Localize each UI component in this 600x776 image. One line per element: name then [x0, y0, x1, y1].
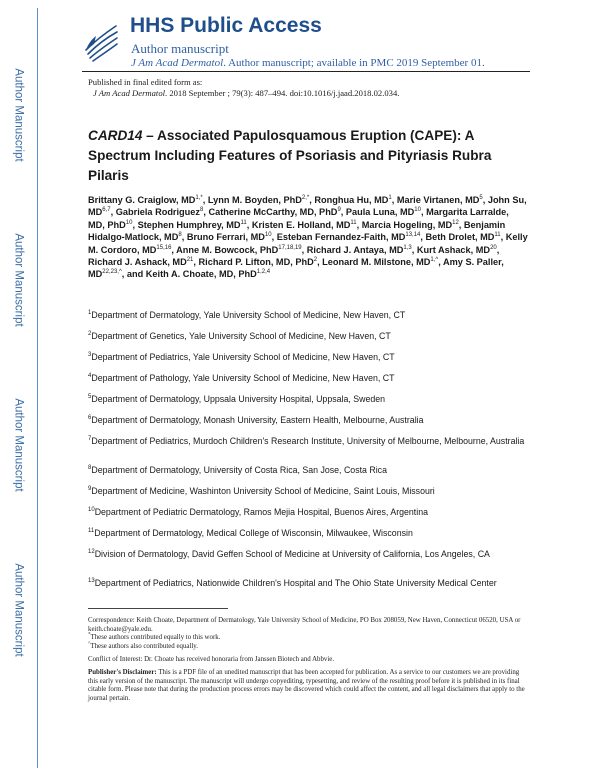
side-label-2: Author Manuscript — [13, 233, 26, 327]
author-name: Stephen Humphrey, MD — [137, 219, 241, 230]
equal-contribution-note: *These authors contributed equally to this work. — [88, 632, 221, 641]
author-affil-ref: 5 — [479, 194, 483, 201]
author-affil-ref: 1,* — [195, 194, 203, 201]
author-name: Richard P. Lifton, MD, PhD — [198, 257, 314, 268]
side-label-1: Author Manuscript — [13, 68, 26, 162]
affiliation-item: $^4$Department of Pathology, Yale University School of Medicine, New Haven, CT — [88, 373, 395, 383]
author-name: Beth Drolet, MD — [425, 232, 495, 243]
author-name: Bruno Ferrari, MD — [186, 232, 265, 243]
author-name: Paula Luna, MD — [345, 207, 415, 218]
hhs-eagle-logo-icon — [82, 20, 120, 64]
author-name: Brittany G. Craiglow, MD — [88, 195, 196, 205]
author-affil-ref: 10 — [125, 219, 133, 226]
author-affil-ref: 1,3 — [403, 244, 412, 251]
affiliation-item: $^7$Department of Pediatrics, Murdoch Children's Research Institute, University of Melbourne, Melbourne, Australia — [88, 436, 525, 446]
author-name: Amy S. Paller, MD — [88, 257, 504, 280]
author-affil-ref: 6,7 — [102, 207, 111, 214]
author-name: Benjamin Hidalgo-Matlock, MD — [88, 219, 506, 243]
author-affil-ref: 22,23,^ — [102, 269, 122, 276]
article-title: CARD14 – Associated Papulosquamous Eruption (CAPE): A Spectrum Including Features of Psoriasis and Pityriasis Rubra Pilaris — [88, 128, 492, 183]
author-name: Kelly M. Cordoro, MD — [88, 232, 528, 255]
author-name: Kurt Ashack, MD — [416, 244, 491, 255]
header-journal: J Am Acad Dermatol. Author manuscript; available in PMC 2019 September 01. — [131, 57, 485, 69]
side-label-4: Author Manuscript — [13, 563, 26, 657]
author-affil-ref: 10 — [264, 232, 272, 239]
author-name: Marcia Hogeling, MD — [361, 219, 453, 230]
author-affil-ref: 1,2,4 — [256, 269, 271, 276]
affiliation-item: $^{10}$Department of Pediatric Dermatology, Ramos Mejia Hospital, Buenos Aires, Argentina — [88, 507, 428, 517]
author-name: Keith A. Choate, MD, PhD — [145, 269, 257, 280]
author-name: Esteban Fernandez-Faith, MD — [276, 232, 406, 243]
author-name: Gabriela Rodriguez — [115, 207, 200, 218]
author-affil-ref: 15,16 — [156, 244, 172, 251]
author-name: Kristen E. Holland, MD — [251, 219, 351, 230]
conflict-of-interest: Conflict of Interest: Dr. Choate has received honoraria from Janssen Biotech and Abbvie. — [88, 656, 335, 663]
affiliation-item: $^2$Department of Genetics, Yale University School of Medicine, New Haven, CT — [88, 331, 391, 341]
affiliation-item: $^8$Department of Dermatology, University of Costa Rica, San Jose, Costa Rica — [88, 465, 387, 475]
author-affil-ref: 11 — [240, 219, 247, 226]
author-name: Leonard M. Milstone, MD — [322, 257, 431, 268]
author-name: John Su, MD — [88, 195, 527, 218]
affiliation-item: $^5$Department of Dermatology, Uppsala University Hospital, Uppsala, Sweden — [88, 394, 386, 404]
author-affil-ref: 2,* — [301, 194, 310, 201]
affiliation-item: $^{11}$Department of Dermatology, Medical College of Wisconsin, Milwaukee, Wisconsin — [88, 528, 413, 538]
author-affil-ref: 8 — [200, 207, 204, 214]
affiliation-item: $^{13}$Department of Pediatrics, Nationwide Children's Hospital and The Ohio State University Medical Center — [88, 578, 497, 588]
affiliation-item: $^9$Department of Medicine, Washinton University School of Medicine, Saint Louis, Missouri — [88, 486, 435, 496]
author-affil-ref: 13,14 — [405, 232, 421, 239]
header-title: HHS Public Access — [130, 14, 322, 37]
author-affil-ref: 9 — [337, 207, 341, 214]
author-name: Anne M. Bowcock, PhD — [176, 244, 279, 255]
author-name: Catherine McCarthy, MD, PhD — [208, 207, 338, 218]
author-name: Marie Virtanen, MD — [396, 195, 480, 205]
author-name: Lynn M. Boyden, PhD — [207, 195, 302, 205]
author-name: Richard J. Antaya, MD — [306, 244, 404, 255]
header-subtitle: Author manuscript — [131, 41, 229, 56]
publisher-disclaimer: Publisher's Disclaimer: This is a PDF file of an unedited manuscript that has been accepted for publication. As a service to our customers we are providing this early version of the manuscript. The manuscript will undergo copyediting, typesetting, and review of the resulting proof before it is published in its final citable form. Please note that during the production process errors may be discovered which could affect the content, and all legal disclaimers that apply to the journal pertain. — [88, 669, 525, 702]
equal-contribution-note-2: ^These authors also contributed equally. — [88, 641, 199, 650]
author-affil-ref: 17,18,19 — [278, 244, 302, 251]
author-affil-ref: 2 — [313, 256, 318, 263]
author-list: Brittany G. Craiglow, $MD^{1,*}$, Lynn M. Boyden, PhD$^{2,*}$, Ronghua Hu, $MD^1$, Marie Virtanen, $MD^5$, John Su, MD$^{6,7}$, Gabriela Rodriguez$^8$, Catherine McCarthy, MD, PhD$^9$, Paula Luna, MD$^{10}$, Margarita Larralde, MD, PhD$^{10}$, Stephen Humphrey, MD$^{11}$, Kristen E. Holland, MD$^{11}$, Marcia Hogeling, MD$^{12}$, Benjamin Hidalgo-Matlock, $MD^8$, Bruno Ferrari, MD$^{10}$, Esteban Fernandez-Faith, MD$^{13,14}$, Beth Drolet, MD$^{11}$, Kelly M. Cordoro, MD$^{15,16}$, Anne M. Bowcock, PhD$^{17,18,19}$, Richard J. Antaya, MD$^{1,3}$, Kurt Ashack, MD$^{20}$, Richard J. Ashack, MD$^{21}$, Richard P. Lifton, MD, PhD$^2$, Leonard M. Milstone, $MD^{1,\^{}}$, Amy S. Paller, $MD^{22,23,\^{}}$, and Keith A. Choate, MD, PhD$^{1,2,4}$ — [88, 194, 528, 280]
affiliation-item: $^{12}$Division of Dermatology, David Geffen School of Medicine at University of California, Los Angeles, CA — [88, 549, 490, 559]
author-affil-ref: 8 — [178, 232, 182, 239]
author-name: Richard J. Ashack, MD — [88, 257, 187, 268]
footnote-rule — [88, 608, 228, 609]
author-affil-ref: 1,^ — [430, 256, 439, 263]
affiliation-item: $^3$Department of Pediatrics, Yale University School of Medicine, New Haven, CT — [88, 352, 395, 362]
author-affil-ref: 11 — [350, 219, 357, 226]
author-affil-ref: 12 — [452, 219, 459, 226]
side-label-3: Author Manuscript — [13, 398, 26, 492]
affiliation-item: $^6$Department of Dermatology, Monash University, Eastern Health, Melbourne, Australia — [88, 415, 424, 425]
author-affil-ref: 11 — [494, 232, 501, 239]
header-rule — [82, 71, 530, 72]
author-name: Margarita Larralde, MD, PhD — [88, 207, 509, 230]
author-name: Ronghua Hu, MD — [314, 195, 389, 205]
author-affil-ref: 20 — [490, 244, 497, 251]
author-affil-ref: 1 — [388, 194, 392, 201]
author-affil-ref: 21 — [186, 256, 194, 263]
margin-rule — [37, 8, 38, 768]
author-affil-ref: 10 — [414, 207, 421, 214]
correspondence: Correspondence: Keith Choate, Department of Dermatology, Yale University School of Medicine, PO Box 208059, New Haven, Connecticut 06520, USA or keith.choate@yale.edu. — [88, 617, 521, 633]
publication-info: Published in final edited form as: J Am Acad Dermatol. 2018 September ; 79(3): 487–494. doi:10.1016/j.jaad.2018.02.034. — [88, 77, 400, 98]
affiliation-item: $^1$Department of Dermatology, Yale University School of Medicine, New Haven, CT — [88, 310, 406, 320]
